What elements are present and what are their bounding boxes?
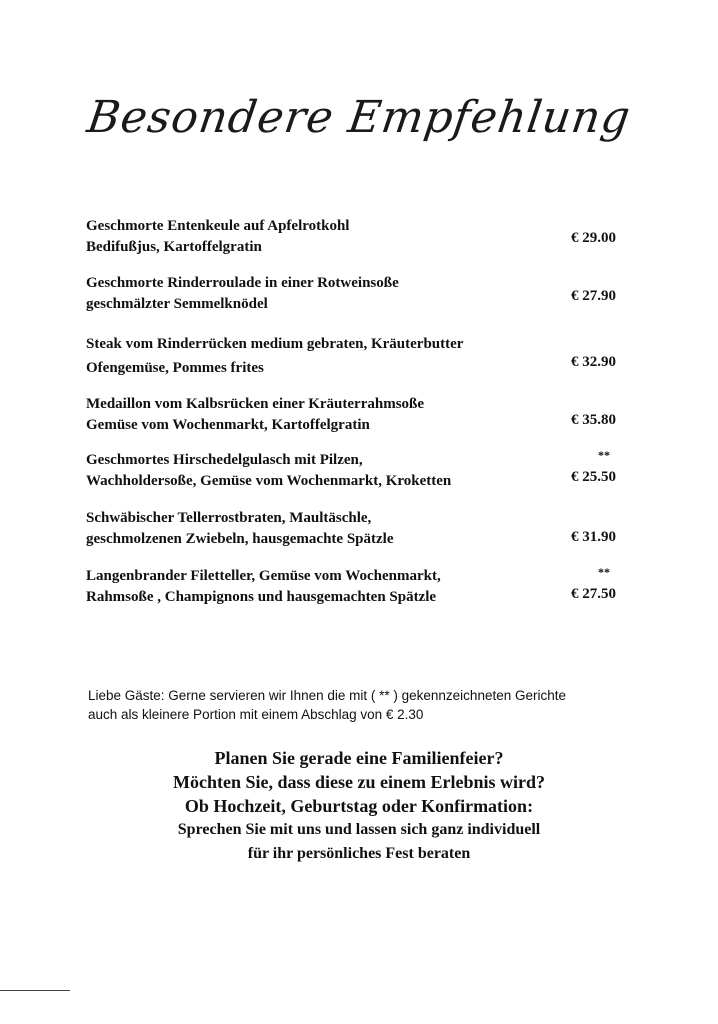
event-promo (0, 746, 718, 866)
portion-marker: ** (598, 448, 610, 462)
event-line: Ob Hochzeit, Geburtstag oder Konfirmation: (184, 796, 534, 816)
dish-price: € 25.50 (571, 469, 616, 485)
dish-sides: Ofengemüse, Pommes frites (86, 360, 264, 376)
event-line: Sprechen Sie mit uns und lassen sich ganz individuell (177, 821, 541, 838)
dish-item (86, 273, 626, 315)
dish-item (86, 216, 626, 258)
dish-item (86, 566, 626, 608)
dish-sides: geschmolzenen Zwiebeln, hausgemachte Spätzle (86, 531, 394, 547)
note-line: auch als kleinere Portion mit einem Abschlag von € 2.30 (88, 707, 424, 722)
event-line: für ihr persönliches Fest beraten (247, 845, 471, 862)
dish-price: € 32.90 (571, 354, 616, 370)
dish-name: Langenbrander Filetteller, Gemüse vom Wochenmarkt, (86, 568, 441, 584)
dish-name: Medaillon vom Kalbsrücken einer Kräuterrahmsoße (86, 396, 425, 412)
dish-price: € 27.50 (571, 586, 616, 602)
dish-sides: Bedifußjus, Kartoffelgratin (86, 239, 262, 255)
dish-name: Geschmorte Rinderroulade in einer Rotweinsoße (86, 275, 399, 291)
dish-name: Geschmorte Entenkeule auf Apfelrotkohl (86, 218, 350, 234)
menu-title: Besondere Empfehlung (84, 92, 634, 143)
dish-item (86, 334, 626, 379)
portion-note (88, 686, 648, 724)
dish-item (86, 450, 626, 492)
dish-price: € 29.00 (571, 230, 616, 246)
dish-price: € 35.80 (571, 412, 616, 428)
dish-sides: Gemüse vom Wochenmarkt, Kartoffelgratin (86, 417, 370, 433)
dish-price: € 27.90 (571, 288, 616, 304)
portion-marker: ** (598, 565, 610, 579)
dish-item (86, 394, 626, 436)
dish-sides: geschmälzter Semmelknödel (86, 296, 268, 312)
note-line: Liebe Gäste: Gerne servieren wir Ihnen die mit ( ** ) gekennzeichneten Gerichte (88, 688, 566, 703)
scan-mark (0, 990, 70, 991)
dish-item (86, 508, 626, 550)
dish-name: Schwäbischer Tellerrostbraten, Maultäschle, (86, 510, 372, 526)
dish-price: € 31.90 (571, 529, 616, 545)
event-line: Planen Sie gerade eine Familienfeier? (214, 748, 504, 768)
dish-sides: Wachholdersoße, Gemüse vom Wochenmarkt, Kroketten (86, 473, 452, 489)
dish-sides: Rahmsoße , Champignons und hausgemachten Spätzle (86, 589, 437, 605)
dish-name: Geschmortes Hirschedelgulasch mit Pilzen, (86, 452, 363, 468)
dish-name: Steak vom Rinderrücken medium gebraten, Kräuterbutter (86, 336, 464, 352)
event-line: Möchten Sie, dass diese zu einem Erlebnis wird? (173, 772, 545, 792)
